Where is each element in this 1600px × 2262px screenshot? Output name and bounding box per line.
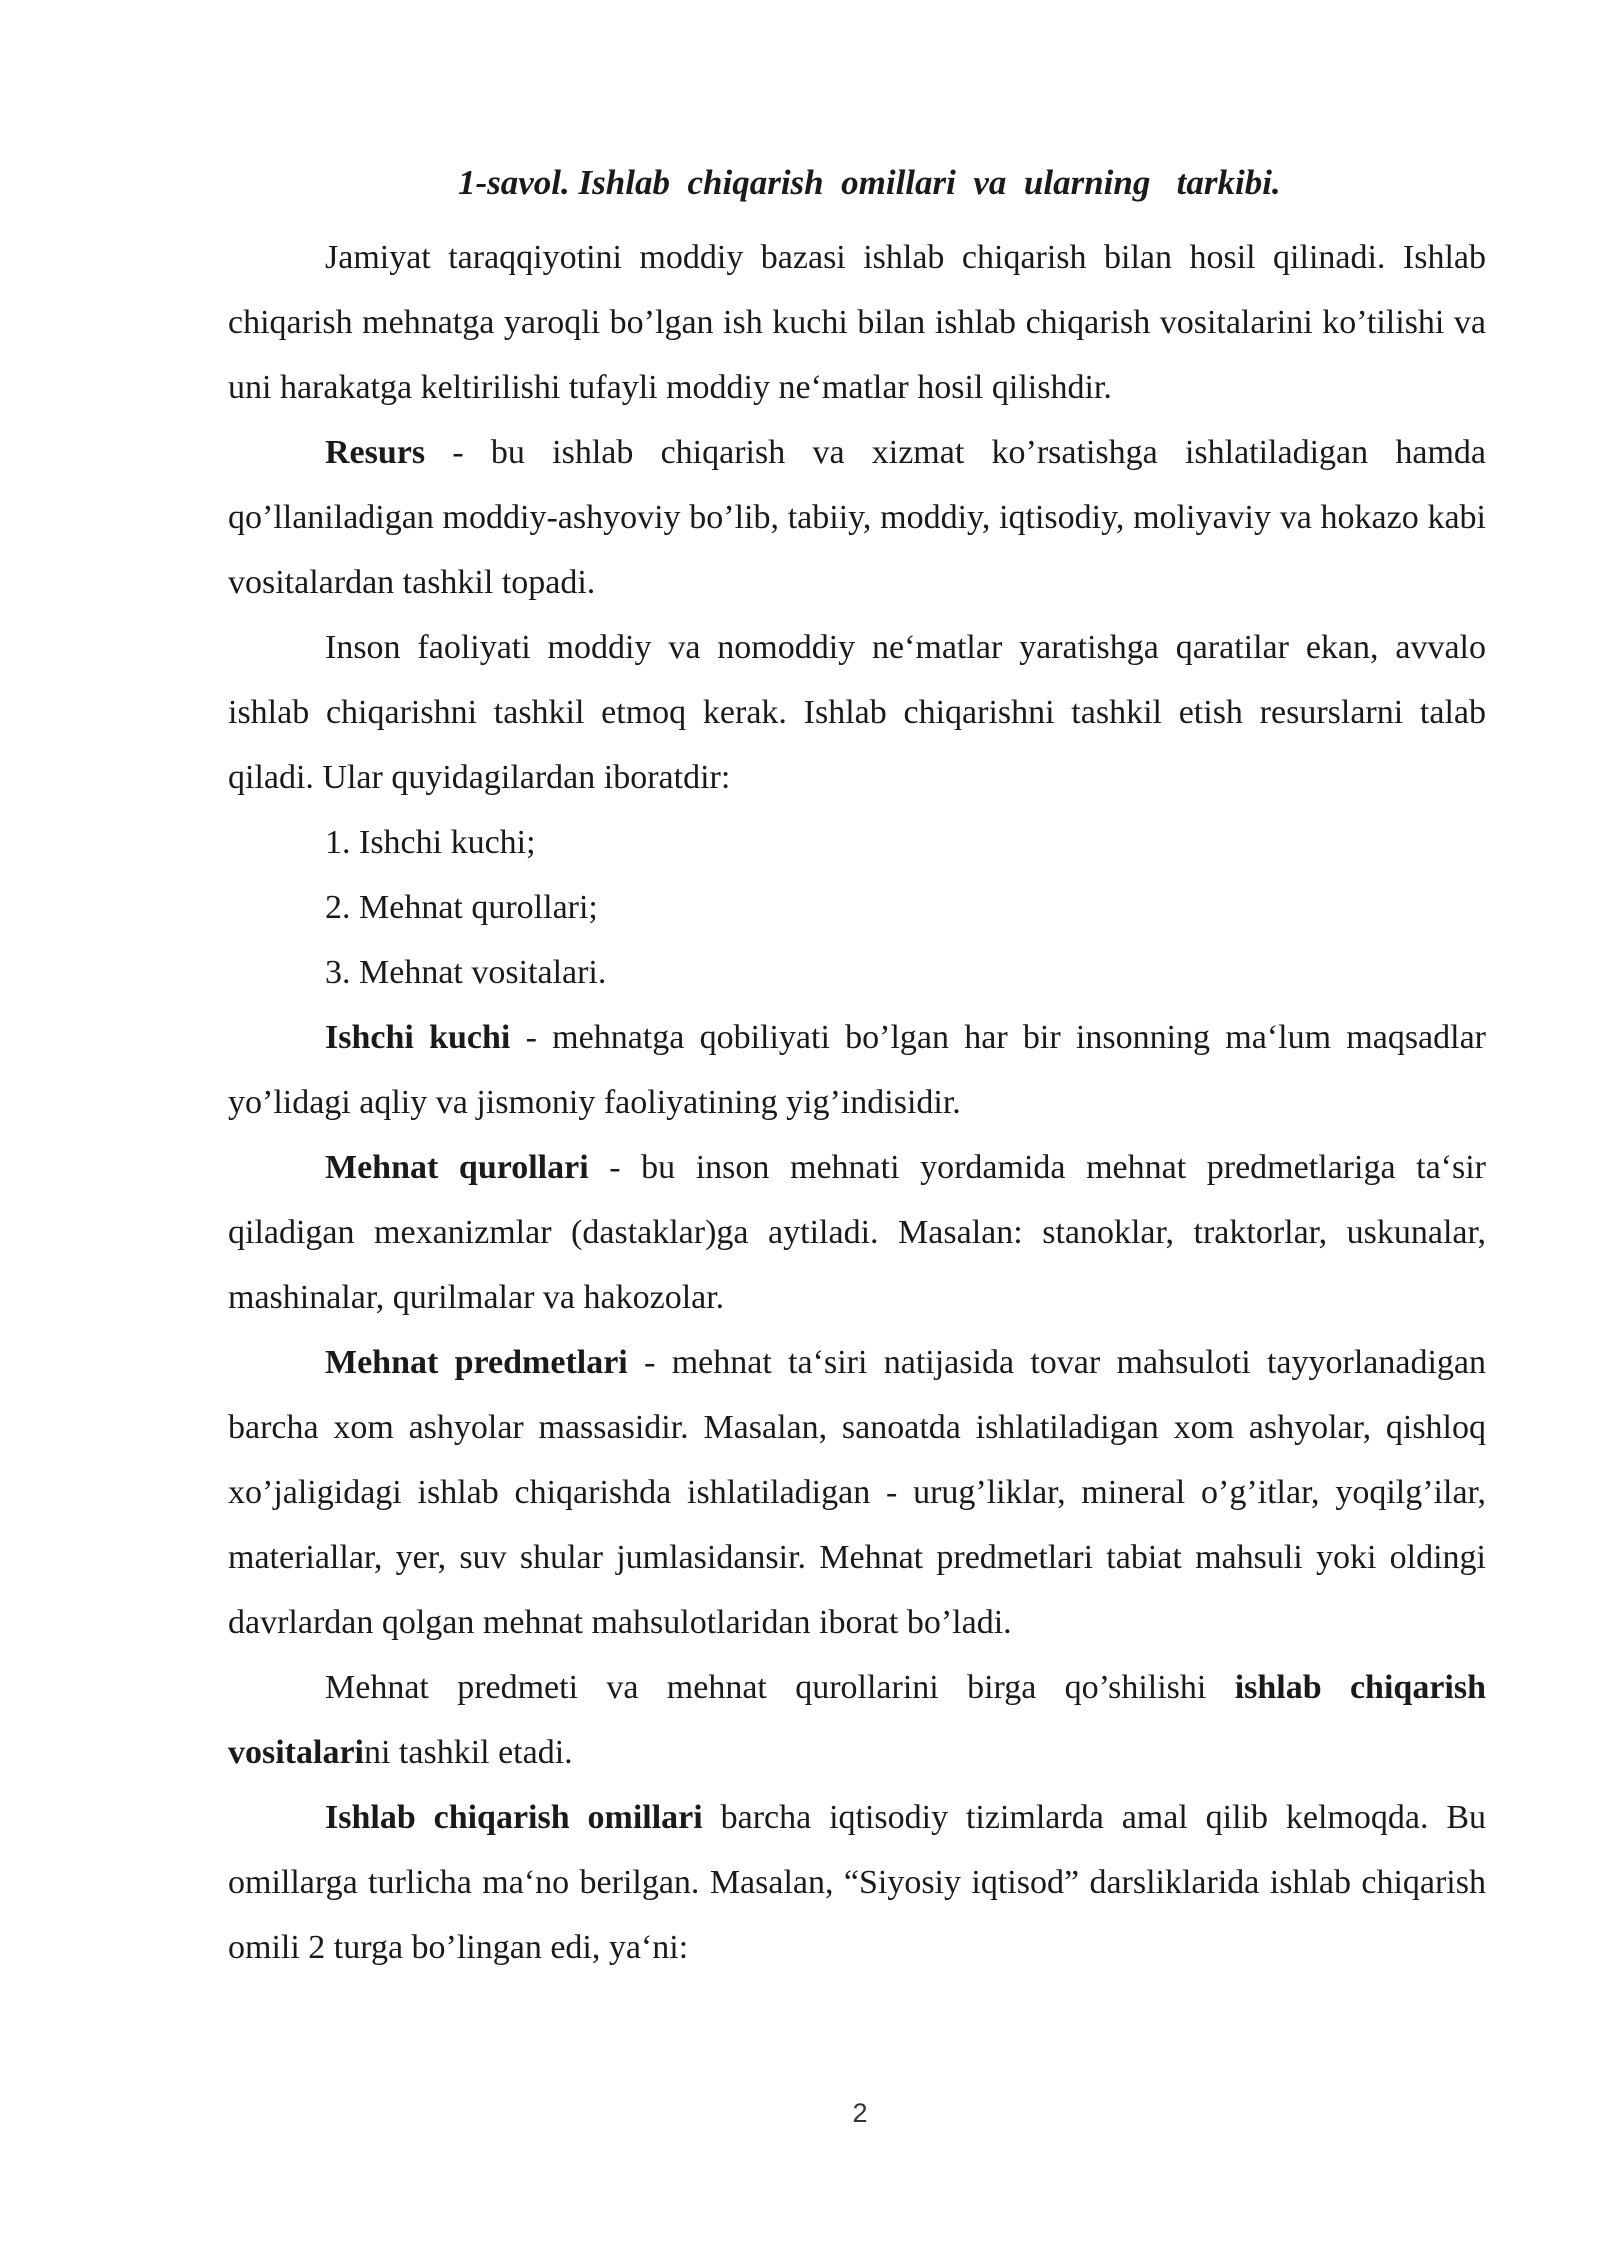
list-item-2: 2. Mehnat qurollari; xyxy=(325,889,598,926)
paragraph-1: Jamiyat taraqqiyotini moddiy bazasi ishlab chiqarish bilan hosil qilinadi. Ishlab chiqarish mehnatga yaroqli bo’lgan ish kuchi bilan ishlab chiqarish vositalarini ko’tilishi va uni harakatga keltirilishi tufayli moddiy ne‘matlar hosil qilishdir. xyxy=(228,239,1486,406)
term-mehnat-predmetlari: Mehnat predmetlari xyxy=(325,1344,628,1381)
paragraph-omillar-text: barcha iqtisodiy tizimlarda amal qilib kelmoqda. Bu omillarga turlicha ma‘no berilgan. Masalan, “Siyosiy iqtisod” darsliklarida ishlab chiqarish omili 2 turga bo’lingan edi, ya‘ni: xyxy=(228,1799,1486,1966)
paragraph-mehnat-qurollari xyxy=(228,1135,1486,1330)
section-heading xyxy=(228,160,1486,205)
paragraph-vositalar xyxy=(228,1655,1486,1785)
paragraph-resurs xyxy=(228,420,1486,615)
list-item-3: 3. Mehnat vositalari. xyxy=(325,954,607,991)
term-mehnat-qurollari: Mehnat qurollari xyxy=(325,1149,589,1186)
paragraph-mehnat-predmetlari-text: - mehnat ta‘siri natijasida tovar mahsuloti tayyorlanadigan barcha xom ashyolar massasidir. Masalan, sanoatda ishlatiladigan xom ashyolar, qishloq xo’jaligidagi ishlab chiqarishda ishlatiladigan - urug’liklar, mineral o’g’itlar, yoqilg’ilar, materiallar, yer, suv shular jumlasidansir. Mehnat predmetlari tabiat mahsuli yoki oldingi davrlardan qolgan mehnat mahsulotlaridan iborat bo’ladi. xyxy=(228,1344,1486,1641)
paragraph-omillar xyxy=(228,1785,1486,1980)
paragraph-vositalar-after: ni tashkil etadi. xyxy=(363,1734,573,1771)
document-page xyxy=(228,160,1486,1980)
page-number: 2 xyxy=(852,2098,868,2128)
paragraph-mehnat-predmetlari xyxy=(228,1330,1486,1655)
list-item-1: 1. Ishchi kuchi; xyxy=(325,824,536,861)
paragraph-3: Inson faoliyati moddiy va nomoddiy ne‘matlar yaratishga qaratilar ekan, avvalo ishlab chiqarishni tashkil etmoq kerak. Ishlab chiqarishni tashkil etish resurslarni talab qiladi. Ular quyidagilardan iboratdir: xyxy=(228,629,1486,796)
term-ishlab-chiqarish-omillari: Ishlab chiqarish omillari xyxy=(325,1799,703,1836)
term-resurs: Resurs xyxy=(325,434,426,471)
paragraph-ishchi-kuchi-text: - mehnatga qobiliyati bo’lgan har bir insonning ma‘lum maqsadlar yo’lidagi aqliy va jismoniy faoliyatining yig’indisidir. xyxy=(228,1019,1486,1121)
paragraph-ishchi-kuchi xyxy=(228,1005,1486,1135)
term-ishlab-chiqarish-vositalari: ishlab chiqarish vositalari xyxy=(228,1669,1486,1771)
paragraph-vositalar-before: Mehnat predmeti va mehnat qurollarini birga qo’shilishi xyxy=(325,1669,1235,1706)
paragraph-resurs-text: - bu ishlab chiqarish va xizmat ko’rsatishga ishlatiladigan hamda qo’llaniladigan moddiy-ashyoviy bo’lib, tabiiy, moddiy, iqtisodiy, moliyaviy va hokazo kabi vositalardan tashkil topadi. xyxy=(228,434,1486,601)
heading-title: Ishlab chiqarish omillari va ularning tarkibi. xyxy=(569,163,1281,202)
paragraph-mehnat-qurollari-text: - bu inson mehnati yordamida mehnat predmetlariga ta‘sir qiladigan mexanizmlar (dastaklar)ga aytiladi. Masalan: stanoklar, traktorlar, uskunalar, mashinalar, qurilmalar va hakozolar. xyxy=(228,1149,1486,1316)
heading-label: 1-savol. xyxy=(458,163,570,202)
term-ishchi-kuchi: Ishchi kuchi xyxy=(325,1019,511,1056)
